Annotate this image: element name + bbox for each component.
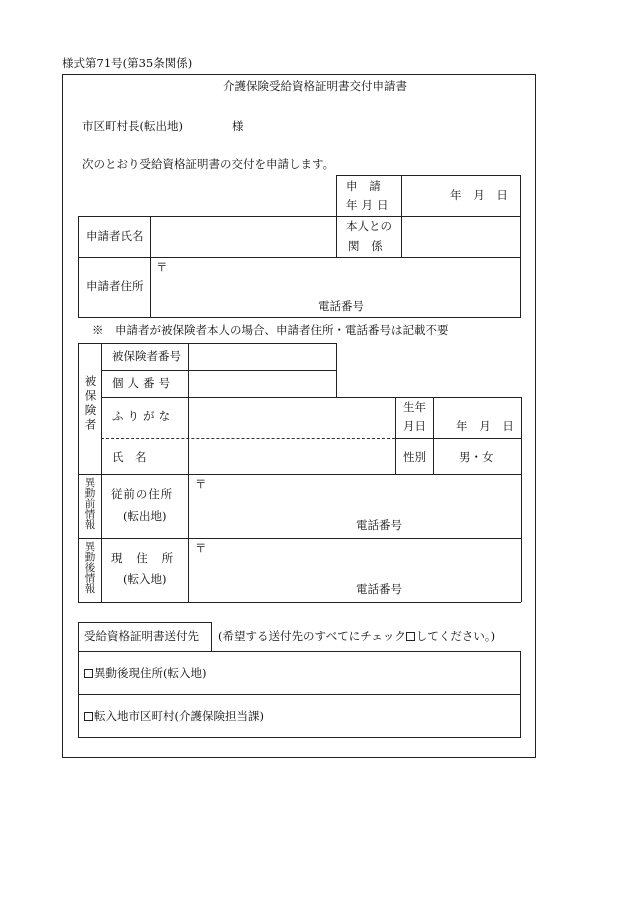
application-date-label-2: 年月日 [346, 198, 393, 212]
personal-number-label: 個人番号 [112, 376, 175, 390]
insured-number-field[interactable] [191, 350, 333, 366]
destination-option-2[interactable]: 転入地市区町村(介護保険担当課) [84, 711, 264, 723]
birth-date-value: 年 月 日 [456, 419, 518, 433]
relation-label-1: 本人との [346, 219, 392, 233]
gender-label: 性別 [403, 450, 426, 464]
after-move-group-label: 異動後情報 [83, 541, 96, 594]
furigana-field[interactable] [191, 405, 391, 433]
application-date-label-1: 申 請 [346, 179, 385, 193]
previous-postal-mark: 〒 [195, 477, 207, 491]
addressee-honorific: 様 [232, 119, 244, 133]
insured-number-label: 被保険者番号 [112, 349, 181, 363]
insured-group-label: 被保険者 [83, 375, 98, 433]
current-address-sub: (転入地) [123, 572, 167, 586]
applicant-phone-label: 電話番号 [318, 299, 364, 313]
insured-name-field[interactable] [191, 444, 391, 470]
furigana-label: ふりがな [112, 409, 175, 423]
applicant-name-label: 申請者氏名 [86, 229, 144, 243]
form-title: 介護保険受給資格証明書交付申請書 [223, 79, 407, 93]
birth-label-1: 生年 [403, 400, 426, 414]
birth-label-2: 月日 [403, 419, 426, 433]
relation-label-2: 関 係 [348, 239, 387, 253]
applicant-postal-mark: 〒 [156, 260, 168, 274]
previous-address-label: 従前の住所 [111, 487, 174, 501]
previous-address-field[interactable] [210, 480, 510, 514]
addressee-name: 市区町村長(転出地) [82, 119, 183, 133]
destination-instruction: (希望する送付先のすべてにチェック してください。) [218, 629, 496, 643]
previous-phone-label: 電話番号 [356, 518, 402, 532]
destination-option-1[interactable]: 異動後現住所(転入地) [84, 668, 206, 680]
current-address-field[interactable] [210, 544, 510, 578]
relation-field[interactable] [404, 230, 518, 244]
current-postal-mark: 〒 [195, 541, 207, 555]
applicant-address-label: 申請者住所 [86, 279, 144, 293]
current-address-label: 現住所 [111, 551, 187, 565]
form-number: 様式第71号(第35条関係) [62, 56, 193, 70]
checkbox-sample-icon [406, 632, 415, 641]
application-date-value: 年 月 日 [450, 188, 512, 202]
note-text: ※ 申請者が被保険者本人の場合、申請者住所・電話番号は記載不要 [92, 323, 449, 337]
previous-address-sub: (転出地) [123, 509, 167, 523]
applicant-address-field[interactable] [170, 262, 510, 292]
destination-option-1-checkbox[interactable] [84, 669, 93, 678]
intro-text: 次のとおり受給資格証明書の交付を申請します。 [82, 157, 335, 171]
current-phone-label: 電話番号 [356, 582, 402, 596]
destination-label: 受給資格証明書送付先 [84, 629, 199, 643]
insured-name-label: 氏 名 [112, 450, 147, 464]
applicant-name-field[interactable] [152, 230, 334, 244]
gender-value[interactable]: 男・女 [459, 450, 494, 464]
before-move-group-label: 異動前情報 [83, 477, 96, 530]
personal-number-field[interactable] [191, 377, 333, 393]
destination-option-2-checkbox[interactable] [84, 712, 93, 721]
